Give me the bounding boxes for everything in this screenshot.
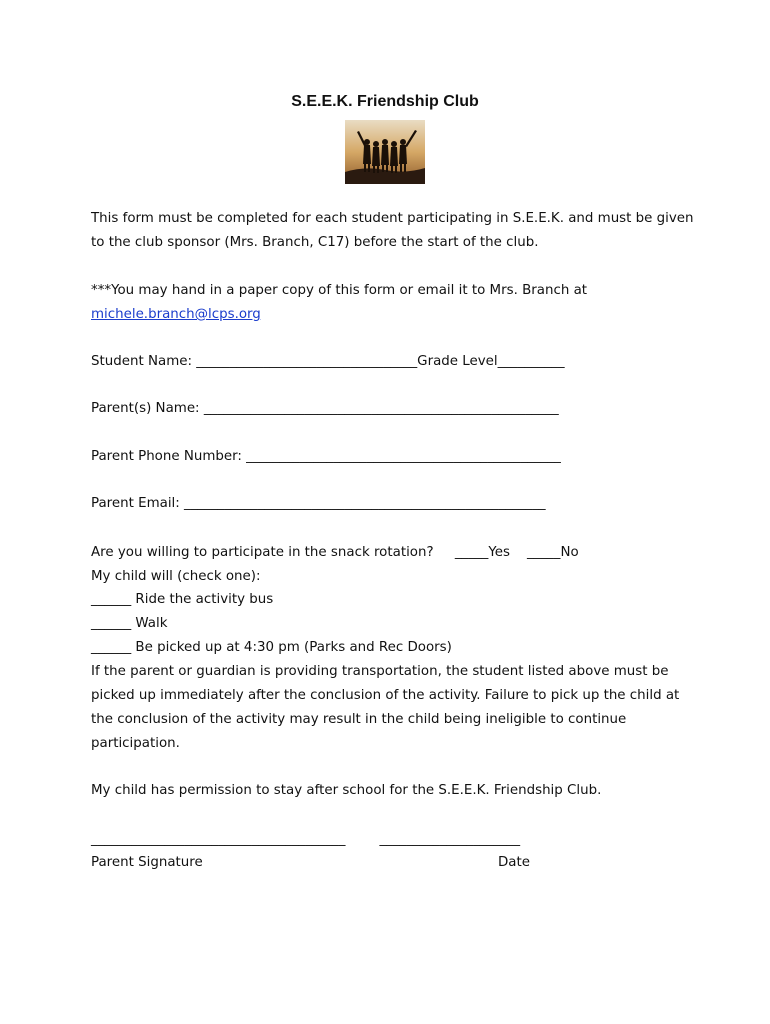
transport-policy-line-4: participation. <box>91 736 180 751</box>
signature-lines[interactable]: ______________________________________ _____________________ <box>91 832 521 847</box>
option-pickup[interactable]: ______ Be picked up at 4:30 pm (Parks and Rec Doors) <box>91 640 452 655</box>
intro-text-line-1: This form must be completed for each student participating in S.E.E.K. and must be given <box>91 211 694 226</box>
page-title: S.E.E.K. Friendship Club <box>291 93 479 110</box>
silhouette-icon <box>345 120 425 184</box>
transport-policy-line-3: the conclusion of the activity may result in the child being ineligible to continue <box>91 712 627 727</box>
parent-phone-field[interactable]: Parent Phone Number: _______________________________________________ <box>91 449 561 464</box>
date-label: Date <box>498 855 531 870</box>
student-name-field[interactable]: Student Name: _________________________________Grade Level__________ <box>91 354 565 369</box>
transport-policy-line-1: If the parent or guardian is providing transportation, the student listed above must be <box>91 664 669 679</box>
parent-email-field[interactable]: Parent Email: ______________________________________________________ <box>91 496 546 511</box>
transport-instruction: My child will (check one): <box>91 569 261 584</box>
snack-rotation-question[interactable]: Are you willing to participate in the snack rotation? _____Yes _____No <box>91 545 579 560</box>
option-activity-bus[interactable]: ______ Ride the activity bus <box>91 592 274 607</box>
sponsor-email-link[interactable]: michele.branch@lcps.org <box>91 307 261 322</box>
option-walk[interactable]: ______ Walk <box>91 616 168 631</box>
parent-signature-label: Parent Signature <box>91 855 203 870</box>
permission-statement: My child has permission to stay after school for the S.E.E.K. Friendship Club. <box>91 783 602 798</box>
intro-text-line-2: to the club sponsor (Mrs. Branch, C17) before the start of the club. <box>91 235 539 250</box>
parent-name-field[interactable]: Parent(s) Name: _____________________________________________________ <box>91 401 559 416</box>
friends-silhouette-image <box>345 120 425 184</box>
transport-policy-line-2: picked up immediately after the conclusion of the activity. Failure to pick up the child at <box>91 688 680 703</box>
hand-in-instructions: ***You may hand in a paper copy of this form or email it to Mrs. Branch at <box>91 283 588 298</box>
